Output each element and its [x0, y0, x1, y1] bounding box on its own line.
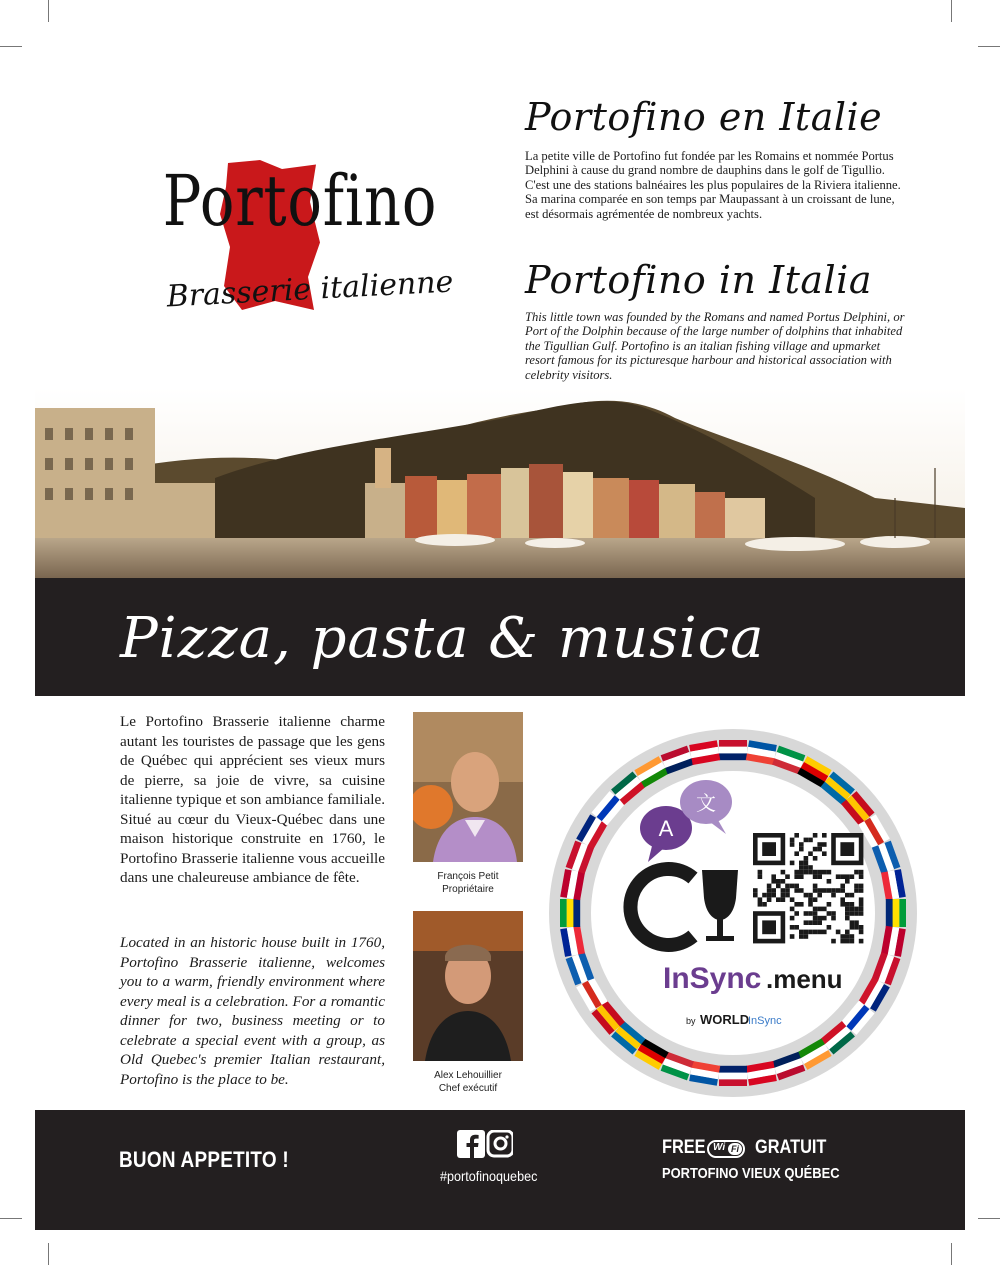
intro-english-title: Portofino in Italia [525, 258, 872, 302]
description-english: Located in an historic house built in 1760, Portofino Brasserie italienne, welcomes you to a warm, friendly environment where every meal is a celebration. For a romantic dinner for two, business meeting or to celebrate a special event with a group, as Old Quebec's premier Italian restaurant, Portofino is the place to be. [120, 934, 385, 1088]
facebook-icon[interactable] [457, 1130, 485, 1158]
crop-mark [951, 0, 952, 22]
insync-brand: InSync [663, 962, 762, 995]
wifi-icon [707, 1140, 745, 1158]
free-label: FREE [662, 1137, 706, 1158]
insync-brand-suffix: .menu [766, 964, 843, 994]
owner-name: François Petit [437, 871, 499, 882]
flag-icon [886, 899, 906, 927]
footer-band [35, 1110, 965, 1230]
intro-english [525, 258, 905, 382]
insync-menu-badge[interactable] [548, 728, 918, 1098]
portofino-harbour-photo [35, 388, 965, 578]
crop-mark [951, 1243, 952, 1265]
slogan-banner [35, 578, 965, 696]
social-icons [457, 1130, 513, 1160]
chef-role: Chef exécutif [438, 1083, 498, 1094]
wifi-left: Wi [713, 1142, 726, 1153]
flag-icon [719, 740, 747, 760]
owner-photo [413, 712, 523, 862]
crop-mark [48, 1243, 49, 1265]
hashtag[interactable]: #portofinoquebec [440, 1168, 538, 1184]
chef-name: Alex Lehouillier [434, 1070, 502, 1081]
crop-mark [48, 0, 49, 22]
crop-mark [0, 46, 22, 47]
gratuit-label: GRATUIT [755, 1137, 827, 1158]
banner-slogan: Pizza, pasta & musica [120, 606, 765, 671]
owner-role: Propriétaire [442, 884, 494, 895]
owner-caption [413, 870, 523, 896]
intro-french [525, 95, 905, 221]
translate-glyph-latin: A [658, 816, 674, 841]
crop-mark [978, 1218, 1000, 1219]
translate-glyph-cjk: 文 [696, 791, 716, 815]
by-label: by [686, 1016, 696, 1026]
crop-mark [978, 46, 1000, 47]
world-brand: WORLD [700, 1012, 750, 1027]
intro-english-text: This little town was founded by the Romans and named Portus Delphini, or Port of the Dolphin because of the large number of dolphins that inhabited the Tigullian Gulf. Portofino is an italian fishing village and upmarket resort famous for its picturesque harbour and historical association with celebrity visitors. [525, 310, 905, 382]
logo-name: Portofino [162, 160, 438, 242]
flag-icon [719, 1066, 747, 1086]
description-french: Le Portofino Brasserie italienne charme autant les touristes de passage que les gens de Québec qui apprécient ses vieux murs de pierre, sa joie de vivre, sa cuisine italienne typique et son ambiance familiale. Situé au cœur du Vieux-Québec dans une maison historique construite en 1760, le Portofino Brasserie italienne vous accueille dans une chaleureuse ambiance de fête. [120, 713, 385, 886]
portofino-logo [120, 150, 480, 340]
wifi-right: Fi [728, 1143, 742, 1155]
intro-french-text: La petite ville de Portofino fut fondée par les Romains et nommée Portus Delphini à cause du grand nombre de dauphins dans le golf de Tigullio. C'est une des stations balnéaires les plus populaires de la Riviera italienne. Sa marina comparée en son temps par Maupassant à un croissant de lune, est désormais agrémentée de nombreux yachts. [525, 149, 901, 221]
chef-caption [413, 1069, 523, 1095]
intro-french-title: Portofino en Italie [525, 95, 883, 139]
flag-icon [560, 899, 580, 927]
buon-appetito: BUON APPETITO ! [119, 1147, 289, 1172]
wifi-network-name: PORTOFINO VIEUX QUÉBEC [662, 1165, 840, 1182]
logo-subtitle: Brasserie italienne [165, 264, 455, 315]
crop-mark [0, 1218, 22, 1219]
world-brand-suffix: InSync [748, 1015, 782, 1027]
chef-photo [413, 911, 523, 1061]
instagram-icon[interactable] [488, 1131, 513, 1156]
